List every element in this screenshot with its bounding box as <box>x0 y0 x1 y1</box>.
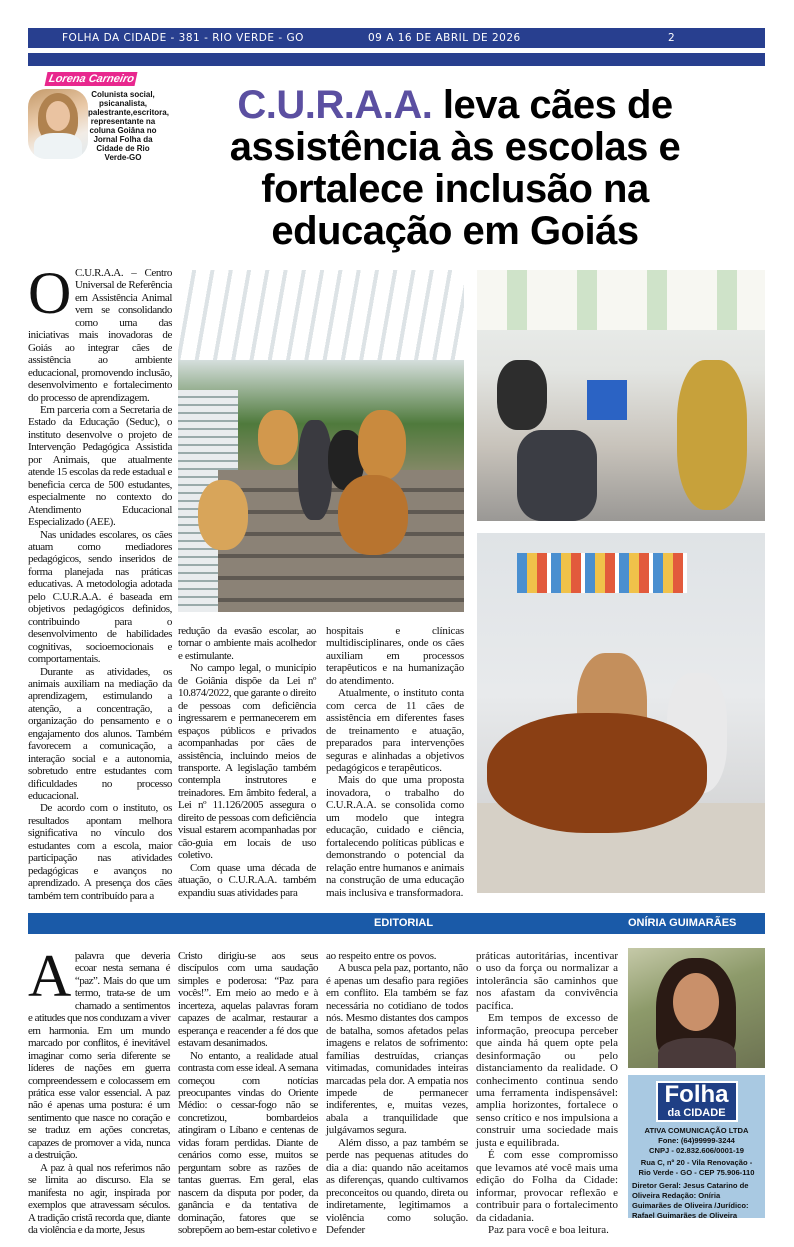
paragraph: hospitais e clínicas multidisciplinares, onde os cães auxiliam em processos terapêuticos e na humanização do atendimento. <box>326 625 464 687</box>
paragraph: Paz para você e boa leitura. <box>488 1223 609 1236</box>
staff-credits: Diretor Geral: Jesus Catarino de Oliveira Redação: Oníria Guimarães de Oliveira /Jurídico: Rafael Guimarães de Oliveira <box>632 1181 749 1220</box>
paragraph: De acordo com o instituto, os resultados apontam melhora significativa no vínculo dos estudantes com a escola, maior participação nas atividades pedagógicas e avanços no aprendizado. A presença dos cães também tem contribuído para a <box>28 802 172 902</box>
paragraph: práticas autoritárias, incentivar o uso da força ou normalizar a intolerância são caminhos que nos afastam da convivência pacífica. <box>476 950 618 1012</box>
headline <box>170 84 740 252</box>
photo-dogs-on-stairs <box>178 270 464 612</box>
drop-cap: O <box>28 260 71 326</box>
masthead-divider <box>28 53 765 66</box>
editorial-column-1 <box>28 943 170 1236</box>
paragraph: A busca pela paz, portanto, não é apenas um desafio para regiões em conflito. Ela também se faz necessária no cotidiano de todos nós. Mesmo distantes dos campos de batalha, somos afetados pelas imagens e relatos de sofrimento: famílias destruídas, crianças vitimadas, comunidades inteiras marcadas pela dor. A empatia nos impede de permanecer indiferentes, e, muitas vezes, abala a tranquilidade que julgávamos segura. <box>326 962 469 1137</box>
company-name: ATIVA COMUNICAÇÃO LTDA <box>644 1126 749 1135</box>
masthead-bar <box>28 28 765 48</box>
paragraph: Com quase uma década de atuação, o C.U.R.A.A. também expandiu suas atividades para <box>178 861 316 899</box>
paragraph: No campo legal, o município de Goiânia dispõe da Lei nº 10.874/2022, que garante o direito de pessoas com deficiência ingressarem e permanecerem em espaços públicos e privados acompanhadas por cães de assistência, incluindo meios de transporte. A legislação também contempla instrutores e treinadores. Em âmbito federal, a Lei nº 11.126/2005 assegura o direito de pessoas com deficiência visual estarem acompanhadas por cão-guia em locais de uso coletivo. <box>178 662 316 862</box>
paper-name: FOLHA DA CIDADE - 381 - RIO VERDE - GO <box>62 32 304 44</box>
editorial-column-4 <box>476 950 618 1236</box>
photo-dog-with-student <box>477 533 765 893</box>
page-number: 2 <box>668 32 676 44</box>
editorial-label: EDITORIAL <box>374 917 434 929</box>
paragraph: A paz à qual nos referimos não se limita ao discurso. Ela se manifesta no agir, inspirada por exemplos que atravessam séculos. A tradição cristã recorda que, diante da violência e da morte, Jesus <box>28 1161 170 1236</box>
paragraph: Durante as atividades, os animais auxiliam na mediação da aprendizagem, estimulando a atenção, a concentração, a organização do pensamento e o engajamento dos alunos. Também favorecem a comunicação, a interação social e a autonomia, sobretudo entre estudantes com dificuldades no processo educacional. <box>28 665 172 803</box>
issue-date: 09 A 16 DE ABRIL DE 2026 <box>368 32 521 44</box>
article-column-2 <box>178 625 316 899</box>
address-line-1: Rua C, nº 20 - Vila Renovação - <box>640 1158 753 1167</box>
paragraph: ao respeito entre os povos. <box>326 950 437 962</box>
editorial-author: ONÍRIA GUIMARÃES <box>628 917 737 929</box>
logo-text-top: Folha <box>664 1081 729 1108</box>
paragraph: Cristo dirigiu-se aos seus discípulos com uma saudação simples e poderosa: “Paz para vocês!”. Em meio ao medo e à incerteza, aquelas palavras foram capazes de acalmar, restaurar a esperança e reacender a fé dos que estavam desanimados. <box>178 950 318 1050</box>
paragraph: Em tempos de excesso de informação, preocupa perceber que ainda há quem opte pela desinformação ou pelo distanciamento da realidade. O conhecimento continua sendo uma ferramenta indispensável: amplia horizontes, fortalece o senso crítico e nos impulsiona a construir uma sociedade mais justa e equilibrada. <box>476 1012 618 1149</box>
paragraph: Nas unidades escolares, os cães atuam como mediadores pedagógicos, sendo inseridos de forma planejada nas práticas educativas. A metodologia adotada pelo C.U.R.A.A. é baseada em objetivos pedagógicos definidos, contribuindo para o desenvolvimento de habilidades cognitivas, socioemocionais e comportamentais. <box>28 528 172 666</box>
editorial-bar <box>28 913 765 934</box>
photo-classroom <box>477 270 765 521</box>
publisher-info-box <box>628 1075 765 1218</box>
columnist-name: Lorena Carneiro <box>45 72 138 86</box>
folha-da-cidade-logo <box>656 1081 738 1122</box>
article-column-1 <box>28 260 173 902</box>
editorial-column-2 <box>178 950 318 1236</box>
paragraph: palavra que deveria ecoar nesta semana é “paz”. Mais do que um termo, trata-se de um chamado a sentimentos e atitudes que nos conduzam a viver em harmonia. Em um mundo marcado por conflitos, é inevitável imaginar como seria diferente se líderes de nações em guerra compreendessem e colocassem em prática esse valor essencial. A paz não é apenas uma postura: é um sentimento que nasce no coração e se traduz em ações concretas, capazes de promover a vida, nunca a destruição. <box>28 950 170 1162</box>
paragraph: Além disso, a paz também se perde nas pequenas atitudes do dia a dia: quando não aceitamos as diferenças, quando cultivamos preconceitos ou quando, direta ou indiretamente, legitimamos a violência como solução. Defender <box>326 1136 468 1236</box>
editorial-author-photo <box>628 948 765 1068</box>
phone: Fone: (64)99999-3244 <box>658 1136 735 1145</box>
paragraph: É com esse compromisso que levamos até você mais uma edição do Folha da Cidade: informar, provocar reflexão e contribuir para o fortalecimento da cidadania. <box>476 1149 618 1224</box>
headline-text: leva cães de assistência às escolas e fortalece inclusão na educação em Goiás <box>229 83 681 253</box>
headline-accent: C.U.R.A.A. <box>237 83 433 127</box>
paragraph: No entanto, a realidade atual contrasta com esse ideal. A semana começou com notícias preocupantes vindas do Oriente Médio: o cessar-fogo não se concretizou, bombardeios atingiram o Líbano e centenas de vidas foram perdidas. Diante de cenários como esse, muitos se perguntam sobre as razões de tantas guerras. Em geral, elas nascem da disputa por poder, da ganância e da tentativa de dominação, fatores que se sobrepõem ao bem-estar coletivo e <box>178 1049 318 1236</box>
paragraph: Mais do que uma proposta inovadora, o trabalho do C.U.R.A.A. se consolida como um modelo que integra educação, cuidado e ciência, fortalecendo políticas públicas e demonstrando o potencial da relação entre humanos e animais na construção de uma educação mais inclusiva e transformadora. <box>326 774 464 899</box>
columnist-photo <box>28 89 88 159</box>
columnist-bio: Colunista social, psicanalista, palestrante,escritora, representante na coluna Goiâna no Jornal Folha da Cidade de Rio Verde-GO <box>88 90 169 162</box>
article-column-3 <box>326 625 464 899</box>
logo-text-bottom: da CIDADE <box>667 1107 726 1119</box>
paragraph: C.U.R.A.A. – Centro Universal de Referência em Assistência Animal vem se consolidando como uma das iniciativas mais inovadoras de Goiás ao integrar cães de assistência ao ambiente educacional, promovendo inclusão, desenvolvimento e fortalecimento do processo de aprendizagem. <box>28 267 173 404</box>
address-line-2: Rio Verde - GO - CEP 75.906-110 <box>638 1168 755 1177</box>
paragraph: Em parceria com a Secretaria de Estado da Educação (Seduc), o instituto desenvolve o projeto de Intervenção Pedagógica Assistida por Animais, que atualmente atende 15 escolas da rede estadual e beneficia cerca de 500 estudantes, especialmente no contexto do Atendimento Educacional Especializado (AEE). <box>28 403 172 529</box>
cnpj: CNPJ - 02.832.606/0001-19 <box>649 1146 744 1155</box>
paragraph: Atualmente, o instituto conta com cerca de 11 cães de assistência em diferentes fases de treinamento e atuação, preparados para intervenções seguras e alinhadas a objetivos pedagógicos e terapêuticos. <box>326 687 464 774</box>
drop-cap: A <box>28 943 71 1009</box>
paragraph: redução da evasão escolar, ao tornar o ambiente mais acolhedor e estimulante. <box>178 625 316 662</box>
editorial-column-3 <box>326 950 468 1236</box>
